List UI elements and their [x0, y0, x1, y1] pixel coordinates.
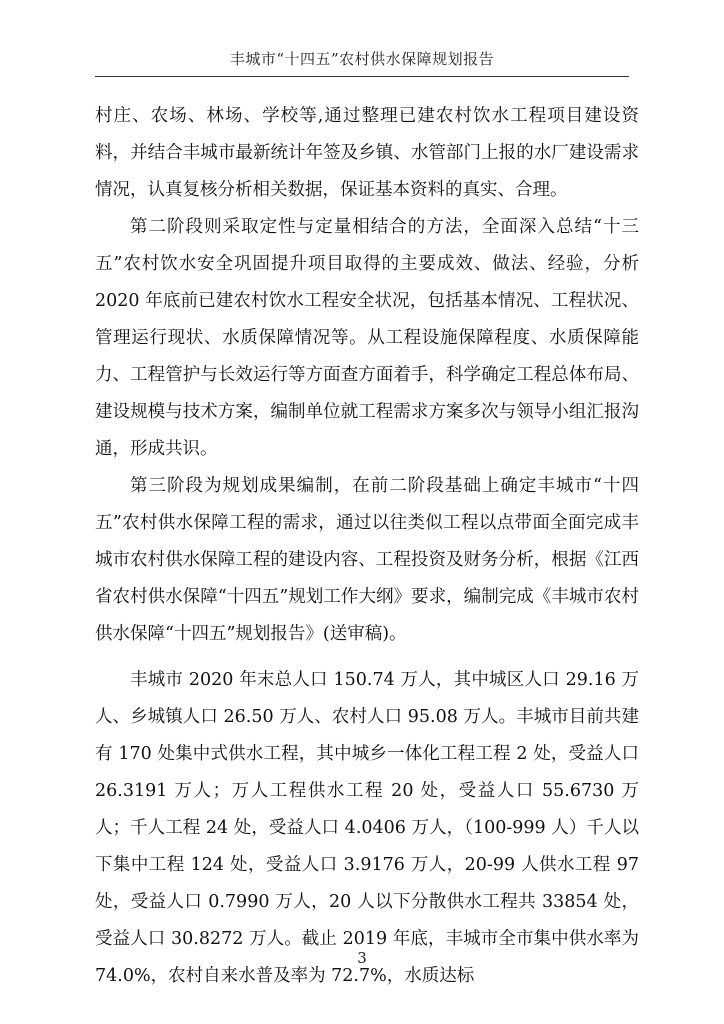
- paragraph-continued: 村庄、农场、林场、学校等,通过整理已建农村饮水工程项目建设资料，并结合丰城市最新统计年签及乡镇、水管部门上报的水厂建设需求情况，认真复核分析相关数据，保证基本资料的真实、合理。: [95, 106, 639, 200]
- paragraph-stage-three: 第三阶段为规划成果编制，在前二阶段基础上确定丰城市“十四五”农村供水保障工程的需求，通过以往类似工程以点带面全面完成丰城市农村供水保障工程的建设内容、工程投资及财务分析，根据《江西省农村供水保障“十四五”规划工作大纲》要求，编制完成《丰城市农村供水保障“十四五”规划报告》(送审稿)。: [95, 476, 639, 644]
- document-body: [95, 98, 639, 995]
- page-number: 3: [357, 949, 367, 967]
- paragraph-stage-two: 第二阶段则采取定性与定量相结合的方法，全面深入总结“十三五”农村饮水安全巩固提升项目取得的主要成效、做法、经验，分析 2020 年底前已建农村饮水工程安全状况，包括基本情况、工程状况、管理运行现状、水质保障情况等。从工程设施保障程度、水质保障能力、工程管护与长效运行等方面查方面着手，科学确定工程总体布局、建设规模与技术方案，编制单位就工程需求方案多次与领导小组汇报沟通，形成共识。: [95, 217, 639, 459]
- running-header: 丰城市“十四五”农村供水保障规划报告: [229, 50, 495, 68]
- header-divider: [95, 76, 629, 77]
- paragraph-population-stats: 丰城市 2020 年末总人口 150.74 万人，其中城区人口 29.16 万人、乡城镇人口 26.50 万人、农村人口 95.08 万人。丰城市目前共建有 170 处集中式供水工程，其中城乡一体化工程工程 2 处，受益人口 26.3191 万人；万人工程供水工程 20 处，受益人口 55.6730 万人；千人工程 24 处，受益人口 4.0406 万人，（100-999 人）千人以下集中工程 124 处，受益人口 3.9176 万人，20-99 人供水工程 97 处，受益人口 0.7990 万人，20 人以下分散供水工程共 33854 处，受益人口 30.8272 万人。截止 2019 年底，丰城市全市集中供水率为 74.0%，农村自来水普及率为 72.7%，水质达标: [95, 670, 639, 986]
